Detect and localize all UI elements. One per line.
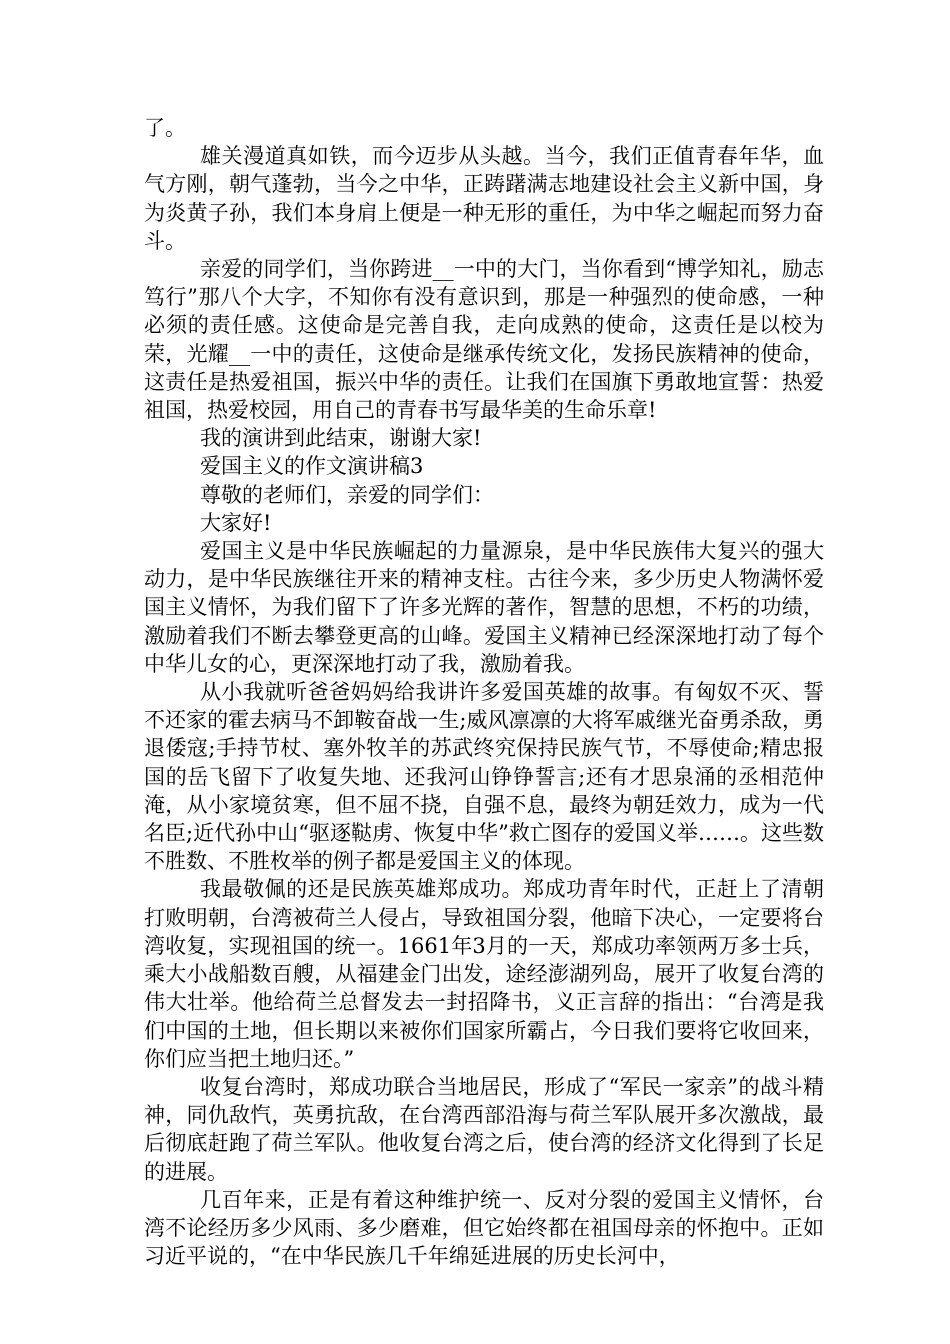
salutation: 尊敬的老师们，亲爱的同学们： [200,482,494,507]
document-page [144,114,824,1270]
section-title: 爱国主义的作文演讲稿3 [200,454,424,479]
paragraph: 爱国主义是中华民族崛起的力量源泉，是中华民族伟大复兴的强大动力，是中华民族继往开来的精神支柱。古往今来，多少历史人物满怀爱国主义情怀，为我们留下了许多光辉的著作，智慧的思想，不朽的功绩，激励着我们不断去攀登更高的山峰。爱国主义精神已经深深地打动了每个中华儿女的心，更深深地打动了我，激励着我。 [144,539,824,676]
paragraph: 收复台湾时，郑成功联合当地居民，形成了“军民一家亲”的战斗精神，同仇敌忾，英勇抗敌，在台湾西部沿海与荷兰军队展开多次激战，最后彻底赶跑了荷兰军队。他收复台湾之后，使台湾的经济文化得到了长足的进展。 [144,1074,824,1184]
paragraph: 亲爱的同学们，当你跨进__一中的大门，当你看到“博学知礼，励志笃行”那八个大字，不知你有没有意识到，那是一种强烈的使命感，一种必须的责任感。这使命是完善自我，走向成熟的使命，这责任是以校为荣，光耀__一中的责任，这使命是继承传统文化，发扬民族精神的使命，这责任是热爱祖国，振兴中华的责任。让我们在国旗下勇敢地宣誓：热爱祖国，热爱校园，用自己的青春书写最华美的生命乐章! [144,257,824,423]
greeting: 大家好! [200,510,272,535]
paragraph: 我最敬佩的还是民族英雄郑成功。郑成功青年时代，正赶上了清朝打败明朝，台湾被荷兰人侵占，导致祖国分裂，他暗下决心，一定要将台湾收复，实现祖国的统一。1661年3月的一天，郑成功率领两万多士兵，乘大小战船数百艘，从福建金门出发，途经澎湖列岛，展开了收复台湾的伟大壮举。他给荷兰总督发去一封招降书，义正言辞的指出：“台湾是我们中国的土地，但长期以来被你们国家所霸占，今日我们要将它收回来，你们应当把土地归还。” [144,877,824,1071]
paragraph: 了。 [144,116,186,140]
paragraph: 几百年来，正是有着这种维护统一、反对分裂的爱国主义情怀，台湾不论经历多少风雨、多少磨难，但它始终都在祖国母亲的怀抱中。正如习近平说的，“在中华民族几千年绵延进展的历史长河中， [144,1187,824,1269]
paragraph: 雄关漫道真如铁，而今迈步从头越。当今，我们正值青春年华，血气方刚，朝气蓬勃，当今之中华，正踌躇满志地建设社会主义新中国，身为炎黄子孙，我们本身肩上便是一种无形的重任，为中华之崛起而努力奋斗。 [144,144,824,253]
paragraph: 从小我就听爸爸妈妈给我讲许多爱国英雄的故事。有匈奴不灭、誓不还家的霍去病马不卸鞍奋战一生;威风凛凛的大将军戚继光奋勇杀敌，勇退倭寇;手持节杖、塞外牧羊的苏武终究保持民族气节，不辱使命;精忠报国的岳飞留下了收复失地、还我河山铮铮誓言;还有才思泉涌的丞相范仲淹，从小家境贫寒，但不屈不挠，自强不息，最终为朝廷效力，成为一代名臣;近代孙中山“驱逐鞑虏、恢复中华”救亡图存的爱国义举……。这些数不胜数、不胜枚举的例子都是爱国主义的体现。 [144,680,824,874]
closing-line: 我的演讲到此结束，谢谢大家! [200,426,482,451]
